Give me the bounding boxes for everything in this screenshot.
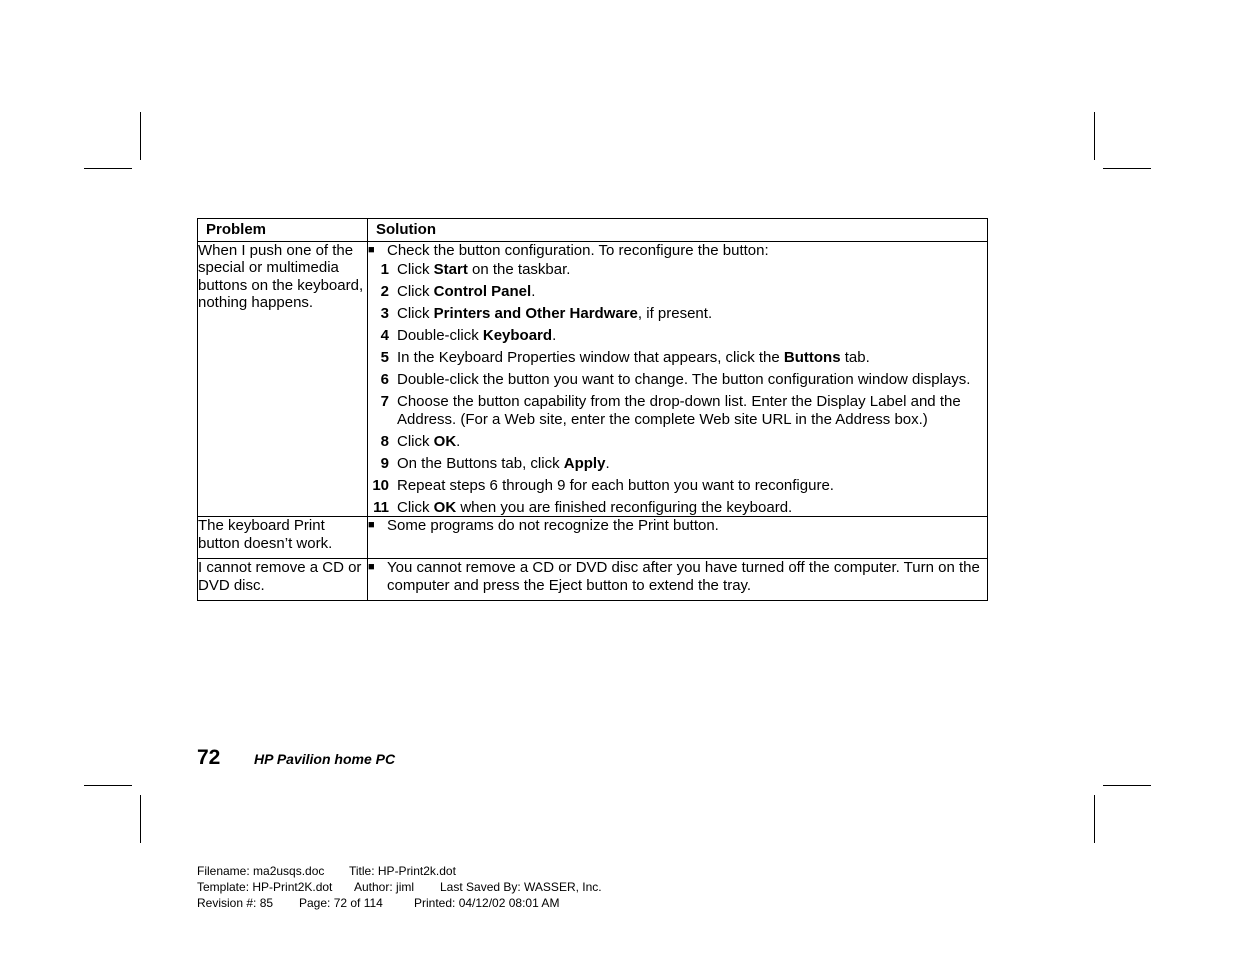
solution-cell [368,517,988,559]
crop-mark-top-right-vertical [1094,112,1095,160]
problem-cell: When I push one of the special or multimedia buttons on the keyboard, nothing happens. [198,241,368,517]
list-item: 1 Click Start on the taskbar. [380,261,571,278]
table-header-row [198,219,988,242]
crop-mark-bottom-left-vertical [140,795,141,843]
problem-cell: I cannot remove a CD or DVD disc. [198,559,368,601]
list-item: 9 On the Buttons tab, click Apply. [380,454,610,472]
meta-last-saved: Last Saved By: WASSER, Inc. [440,880,602,894]
list-item: 5 In the Keyboard Properties window that appears, click the Buttons tab. [380,349,870,366]
list-item: 2 Click Control Panel. [380,283,536,300]
crop-mark-top-left-vertical [140,112,141,160]
meta-template: Template: HP-Print2K.dot [197,880,333,894]
list-item: 8 Click OK. [380,432,461,450]
meta-title: Title: HP-Print2k.dot [349,864,456,878]
list-item: 3 Click Printers and Other Hardware, if present. [380,305,713,322]
square-bullet-icon: ■ [368,519,375,531]
meta-author: Author: jiml [354,880,415,894]
crop-mark-top-right-horizontal [1103,168,1151,169]
table-row [198,241,988,517]
meta-printed: Printed: 04/12/02 08:01 AM [414,896,560,910]
meta-page: Page: 72 of 114 [299,896,383,910]
list-item: 6 Double-click the button you want to change. The button configuration window displays. [380,371,971,388]
solution-bullet: ■ Some programs do not recognize the Print button. [368,517,719,534]
table-row [198,559,988,601]
crop-mark-top-left-horizontal [84,168,132,169]
problem-cell: The keyboard Print button doesn’t work. [198,517,368,559]
crop-mark-bottom-right-horizontal [1103,785,1151,786]
meta-filename: Filename: ma2usqs.doc [197,864,325,878]
doc-meta-line-1 [197,863,456,879]
meta-revision: Revision #: 85 [197,896,274,910]
square-bullet-icon: ■ [368,243,375,256]
header-problem: Problem [198,219,368,242]
solution-cell [368,559,988,601]
steps-list [368,261,987,516]
doc-meta-line-2 [197,879,602,895]
table-row [198,517,988,559]
list-item: 7 Choose the button capability from the drop-down list. Enter the Display Label and the Address. (For a Web site, enter the complete Web site URL in the Address box.) [380,393,961,428]
doc-meta-line-3 [197,895,559,911]
header-solution: Solution [368,219,988,242]
list-item: 10 Repeat steps 6 through 9 for each button you want to reconfigure. [372,476,834,494]
list-item: 4 Double-click Keyboard. [380,327,557,344]
book-title: HP Pavilion home PC [254,751,396,767]
solution-cell [368,241,988,517]
page-number: 72 [197,746,221,769]
crop-mark-bottom-right-vertical [1094,795,1095,843]
square-bullet-icon: ■ [368,561,375,573]
troubleshooting-table [197,218,988,601]
solution-bullet: ■ You cannot remove a CD or DVD disc after you have turned off the computer. Turn on the computer and press the Eject button to extend the tray. [368,559,980,594]
crop-mark-bottom-left-horizontal [84,785,132,786]
solution-bullet: ■ Check the button configuration. To reconfigure the button: [368,241,769,259]
list-item: 11 Click OK when you are finished reconfiguring the keyboard. [373,498,793,516]
